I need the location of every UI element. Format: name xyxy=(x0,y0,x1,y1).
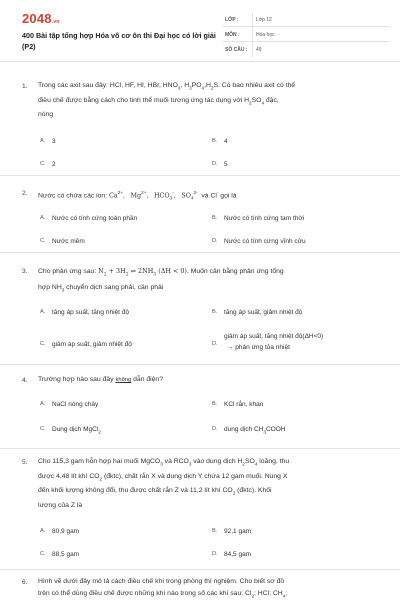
question-number: 3. xyxy=(22,268,28,275)
question-number: 2. xyxy=(22,190,28,197)
meta-subject-label: MÔN : xyxy=(225,32,240,38)
meta-class-value: Lớp 12 xyxy=(256,17,272,23)
meta-count-label: SỐ CÂU : xyxy=(225,47,248,53)
question-4: 4. Trường hợp nào sau đây không dẫn điện? A. NaCl nóng chảy B. KCl rắn, khan C. Dung dịch MgCl$_2$ D. dung dịch $CH_3COOH$ xyxy=(0,365,400,449)
question-5: 5. Cho 115,3 gam hỗn hợp hai muối MgCO$_3$ và $RCO_3$ vào dung dịch $H_2SO_4$ loãng, thu được 4,48 lít khí $CO_2$ (đktc), chất rắn X và dung dịch Y chứa 12 gam muối. Nung X đến khối lượng không đổi, thu được chất rắn Z và 11,2 lít khí $CO_2$ (đktc). Khối lượng của Z là A. 80,9 gam B. 92,1 gam C. 88,5 gam D. 84,5 gam xyxy=(0,449,400,570)
meta-row-count xyxy=(222,43,390,57)
meta-class-label: LỚP : xyxy=(225,17,239,23)
question-1: 1. Trong các axit sau đây: HCl, HF, HI, HBr, $HNO_3$, $H_3PO_4,H_2S$. Có bao nhiêu axit có thể điều chế được bằng cách cho tinh thể muối tương ứng tác dụng với $H_2SO_4$ đặc, nóng A. 3 B. 4 C. 2 D. 5 xyxy=(0,62,400,176)
meta-subject-value: Hóa học xyxy=(256,32,275,38)
question-stem: Trường hợp nào sau đây không dẫn điện? xyxy=(38,376,163,383)
question-stem: Trong các axit sau đây: HCl, HF, HI, HBr, $HNO_3$, $H_3PO_4,H_2S$. Có bao nhiêu axit có thể điều chế được bằng cách cho tinh thể muối tương ứng tác dụng với $H_2SO_4$ đặc, nóng xyxy=(38,82,296,119)
reaction-equation: $N_2 + 3H_2$ ⇌ $2NH_3$ (ΔH < 0) xyxy=(98,267,187,278)
question-6 xyxy=(0,570,400,600)
document-title: 400 Bài tập tổng hợp Hóa vô cơ ôn thi Đại học có lời giải (P2) xyxy=(22,31,216,51)
underlined-word: không xyxy=(115,377,132,383)
site-logo[interactable] xyxy=(22,11,60,26)
question-number: 5. xyxy=(22,459,28,466)
question-stem: Cho phản ứng sau: $N_2 + 3H_2$ ⇌ $2NH_3$ (ΔH < 0). Muốn cân bằng phản ứng tổng hợp $NH_3$ chuyển dịch sang phải, cần phải xyxy=(38,267,284,292)
question-stem: Cho 115,3 gam hỗn hợp hai muối MgCO$_3$ và $RCO_3$ vào dung dịch $H_2SO_4$ loãng, thu được 4,48 lít khí $CO_2$ (đktc), chất rắn X và dung dịch Y chứa 12 gam muối. Nung X đến khối lượng không đổi, thu được chất rắn Z và 11,2 lít khí $CO_2$ (đktc). Khối lượng của Z là xyxy=(38,458,290,509)
meta-count-value: 49 xyxy=(256,47,262,53)
question-stem: Hình vẽ dưới đây mô tả cách điều chế khí trong phòng thí nghiệm. Cho biết sơ đồ trên có thể dùng điều chế được những khí nào trong số các khí sau: $Cl_2$; HCl; $CH_4$; xyxy=(38,578,288,599)
question-number: 4. xyxy=(22,377,28,384)
header xyxy=(0,0,400,62)
meta-row-class xyxy=(222,13,390,27)
meta-row-subject xyxy=(222,28,390,42)
question-number: 1. xyxy=(22,83,28,90)
question-3: 3. Cho phản ứng sau: $N_2 + 3H_2$ ⇌ $2NH_3$ (ΔH < 0). Muốn cân bằng phản ứng tổng hợp $NH_3$ chuyển dịch sang phải, cần phải A. tăng áp suất, tăng nhiệt độ B. tăng áp suất, giảm nhiệt độ C. giảm áp suất, giảm nhiệt độ D. giảm áp suất, tăng nhiệt độ(ΔH<0) → phản ứng tỏa nhiệt xyxy=(0,253,400,365)
logo-suffix: .vn xyxy=(51,19,60,25)
logo-main: 2048 xyxy=(22,11,52,26)
question-stem: Nước có chứa các ion: $Ca^{2+}$, $Mg^{2+}$, $HCO_3^-$, $SO_4^{2-}$ và Cl- gọi là xyxy=(38,190,237,201)
question-number: 6. xyxy=(22,579,28,586)
question-2: 2. Nước có chứa các ion: $Ca^{2+}$, $Mg^{2+}$, $HCO_3^-$, $SO_4^{2-}$ và Cl- gọi là A. Nước có tính cứng toàn phần B. Nước có tính cứng tạm thời C. Nước mềm D. Nước có tính cứng vĩnh cửu xyxy=(0,176,400,253)
